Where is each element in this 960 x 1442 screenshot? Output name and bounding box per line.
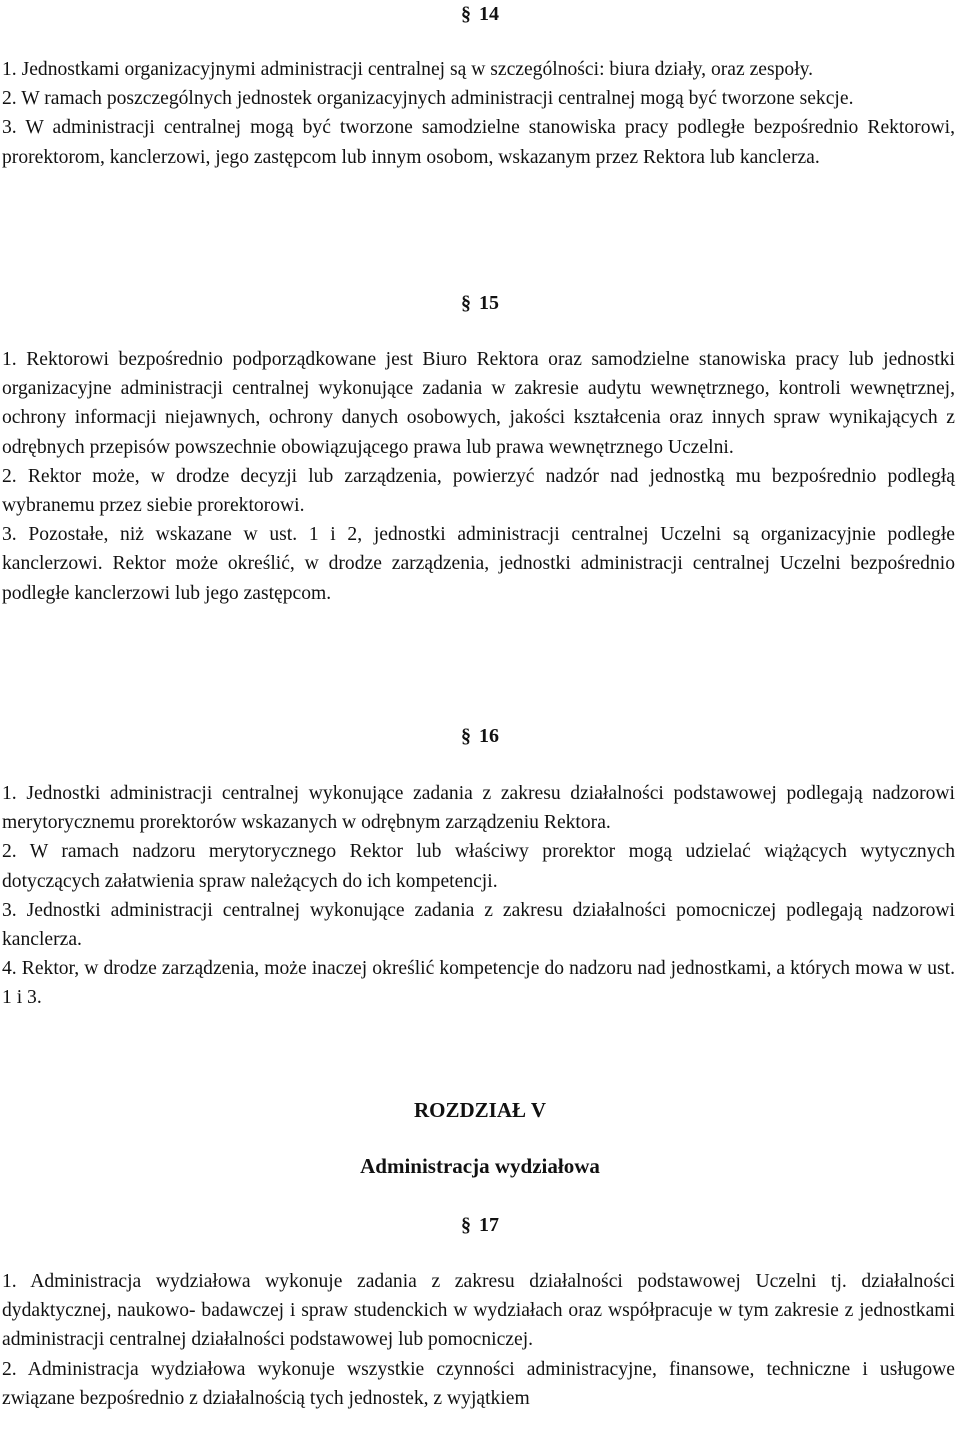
section-sign: § — [461, 3, 471, 25]
section-sign: § — [461, 1214, 471, 1236]
paragraph-15-3: 3. Pozostałe, niż wskazane w ust. 1 i 2, jednostki administracji centralnej Uczelni są organizacyjnie podległe kanclerzowi. Rektor może określić, w drodze zarządzenia, jednostki administracji centralnej Uczelni bezpośrednio podległe kanclerzowi lub jego zastępcom. — [2, 524, 955, 604]
section-14-body — [2, 55, 955, 172]
section-number: 16 — [479, 725, 499, 747]
paragraph-14-1: 1. Jednostkami organizacyjnymi administracji centralnej są w szczególności: biura działy, oraz zespoły. — [2, 59, 814, 80]
paragraph-17-1: 1. Administracja wydziałowa wykonuje zadania z zakresu działalności podstawowej Uczelni tj. działalności dydaktycznej, naukowo- badawczej i spraw studenckich w wydziałach oraz współpracuje w tym zakresie z jednostkami administracji centralnej działalności podstawowej lub pomocniczej. — [2, 1271, 955, 1351]
chapter-subtitle: Administracja wydziałowa — [360, 1154, 600, 1178]
paragraph-16-1: 1. Jednostki administracji centralnej wykonujące zadania z zakresu działalności podstawowej podlegają nadzorowi merytorycznemu prorektorów wskazanych w odrębnym zarządzeniu Rektora. — [2, 783, 955, 834]
section-15-heading — [0, 289, 960, 318]
paragraph-16-4: 4. Rektor, w drodze zarządzenia, może inaczej określić kompetencje do nadzoru nad jednostkami, a których mowa w ust. 1 i 3. — [2, 958, 955, 1009]
chapter-title: ROZDZIAŁ V — [413, 1098, 547, 1122]
section-16-heading — [0, 722, 960, 751]
section-number: 17 — [479, 1214, 499, 1236]
section-17-body — [2, 1267, 955, 1413]
section-number: 14 — [479, 3, 499, 25]
section-17-heading — [0, 1211, 960, 1240]
paragraph-14-2: 2. W ramach poszczególnych jednostek organizacyjnych administracji centralnej mogą być tworzone sekcje. — [2, 88, 854, 110]
paragraph-16-3: 3. Jednostki administracji centralnej wykonujące zadania z zakresu działalności pomocniczej podlegają nadzorowi kanclerza. — [2, 899, 955, 951]
paragraph-14-3: 3. W administracji centralnej mogą być tworzone samodzielne stanowiska pracy podległe bezpośrednio Rektorowi, prorektorom, kanclerzowi, jego zastępcom lub innym osobom, wskazanym przez Rektora lub kanclerza. — [2, 117, 955, 168]
paragraph-15-1: 1. Rektorowi bezpośrednio podporządkowane jest Biuro Rektora oraz samodzielne stanowiska pracy lub jednostki organizacyjne administracji centralnej wykonujące zadania w zakresie audytu wewnętrznego, kontroli wewnętrznej, ochrony informacji niejawnych, ochrony danych osobowych, jakości kształcenia oraz innych spraw wynikających z odrębnych przepisów powszechnie obowiązującego prawa lub prawa wewnętrznego Uczelni. — [2, 349, 955, 458]
paragraph-15-2: 2. Rektor może, w drodze decyzji lub zarządzenia, powierzyć nadzór nad jednostką mu bezpośrednio podległą wybranemu przez siebie prorektorowi. — [2, 465, 955, 517]
section-14-heading — [0, 0, 960, 29]
section-sign: § — [461, 725, 471, 747]
section-number: 15 — [479, 292, 499, 314]
paragraph-17-2: 2. Administracja wydziałowa wykonuje wszystkie czynności administracyjne, finansowe, techniczne i usługowe związane bezpośrednio z działalnością tych jednostek, z wyjątkiem — [2, 1358, 955, 1409]
section-15-body — [2, 345, 955, 608]
paragraph-16-2: 2. W ramach nadzoru merytorycznego Rektor lub właściwy prorektor mogą udzielać wiążących wytycznych dotyczących załatwienia spraw należących do ich kompetencji. — [2, 841, 955, 892]
section-16-body — [2, 779, 955, 1013]
section-sign: § — [461, 292, 471, 314]
